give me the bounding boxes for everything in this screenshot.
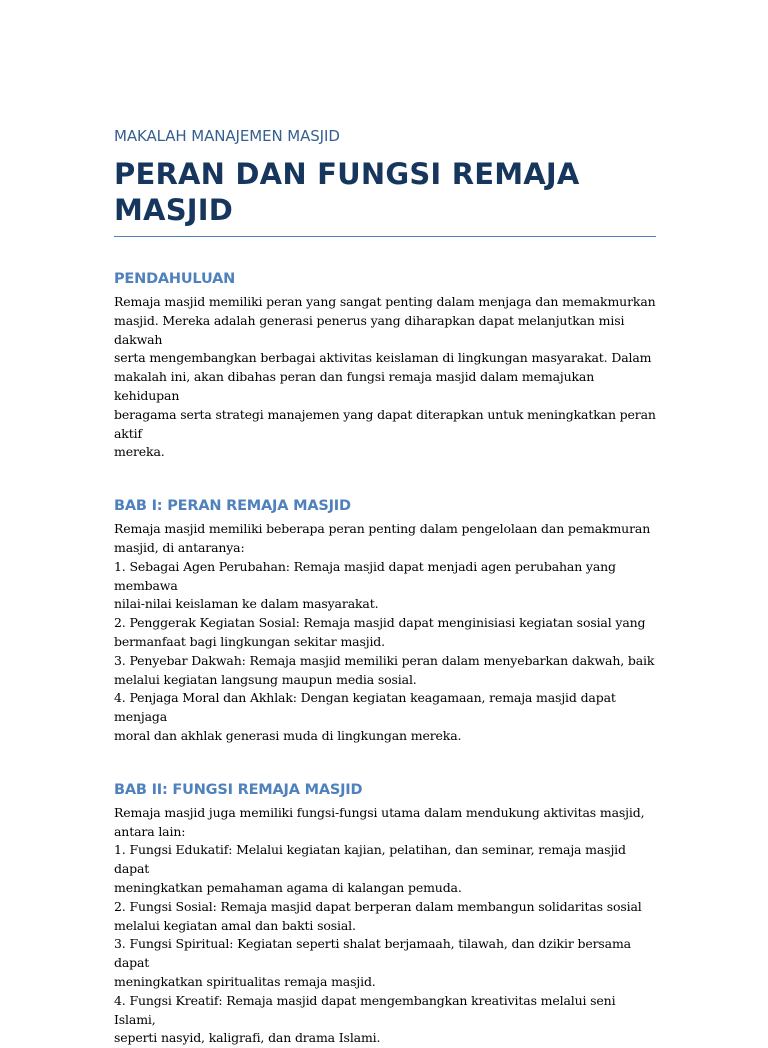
section-heading: BAB I: PERAN REMAJA MASJID xyxy=(114,498,351,515)
body-line: meningkatkan spiritualitas remaja masjid. xyxy=(114,973,376,989)
section-body xyxy=(114,804,656,1048)
body-line: 2. Fungsi Sosial: Remaja masjid dapat berperan dalam membangun solidaritas sosial xyxy=(114,898,642,914)
body-line: 4. Penjaga Moral dan Akhlak: Dengan kegiatan keagamaan, remaja masjid dapat menjaga xyxy=(114,690,616,725)
body-line: masjid, di antaranya: xyxy=(114,539,245,555)
body-line: beragama serta strategi manajemen yang dapat diterapkan untuk meningkatkan peran aktif xyxy=(114,406,656,441)
body-line: bermanfaat bagi lingkungan sekitar masjid. xyxy=(114,633,385,649)
body-line: masjid. Mereka adalah generasi penerus yang diharapkan dapat melanjutkan misi dakwah xyxy=(114,312,625,347)
body-line: makalah ini, akan dibahas peran dan fungsi remaja masjid dalam memajukan kehidupan xyxy=(114,369,595,403)
section-bab-2 xyxy=(114,780,656,1048)
document-subtitle: MAKALAH MANAJEMEN MASJID xyxy=(114,127,340,145)
body-line: mereka. xyxy=(114,444,165,460)
body-line: melalui kegiatan langsung maupun media sosial. xyxy=(114,671,417,687)
body-line: 4. Fungsi Kreatif: Remaja masjid dapat mengembangkan kreativitas melalui seni Islami, xyxy=(114,992,616,1027)
body-line: Remaja masjid memiliki peran yang sangat penting dalam menjaga dan memakmurkan xyxy=(114,294,656,309)
body-line: 3. Penyebar Dakwah: Remaja masjid memiliki peran dalam menyebarkan dakwah, baik xyxy=(114,652,655,668)
document-title: PERAN DAN FUNGSI REMAJA MASJID xyxy=(114,156,656,237)
body-line: meningkatkan pemahaman agama di kalangan pemuda. xyxy=(114,879,462,895)
section-heading: BAB II: FUNGSI REMAJA MASJID xyxy=(114,781,363,798)
body-line: moral dan akhlak generasi muda di lingkungan mereka. xyxy=(114,727,462,743)
section-pendahuluan xyxy=(114,269,656,462)
body-line: Remaja masjid juga memiliki fungsi-fungsi utama dalam mendukung aktivitas masjid, xyxy=(114,804,645,820)
document-page xyxy=(114,126,656,1048)
body-line: antara lain: xyxy=(114,823,186,839)
body-line: 1. Fungsi Edukatif: Melalui kegiatan kajian, pelatihan, dan seminar, remaja masjid dapat xyxy=(114,842,626,877)
section-heading: PENDAHULUAN xyxy=(114,271,236,287)
body-line: Remaja masjid memiliki beberapa peran penting dalam pengelolaan dan pemakmuran xyxy=(114,521,651,537)
body-line: serta mengembangkan berbagai aktivitas keislaman di lingkungan masyarakat. Dalam xyxy=(114,350,652,366)
section-bab-1 xyxy=(114,496,656,746)
body-line: nilai-nilai keislaman ke dalam masyarakat. xyxy=(114,596,379,612)
section-body xyxy=(114,293,656,462)
body-line: 2. Penggerak Kegiatan Sosial: Remaja masjid dapat menginisiasi kegiatan sosial yang xyxy=(114,615,646,631)
body-line: seperti nasyid, kaligrafi, dan drama Islami. xyxy=(114,1030,381,1046)
body-line: 3. Fungsi Spiritual: Kegiatan seperti shalat berjamaah, tilawah, dan dzikir bersama dapat xyxy=(114,936,631,971)
body-line: melalui kegiatan amal dan bakti sosial. xyxy=(114,917,356,933)
section-body xyxy=(114,520,656,746)
body-line: 1. Sebagai Agen Perubahan: Remaja masjid dapat menjadi agen perubahan yang membawa xyxy=(114,558,616,593)
